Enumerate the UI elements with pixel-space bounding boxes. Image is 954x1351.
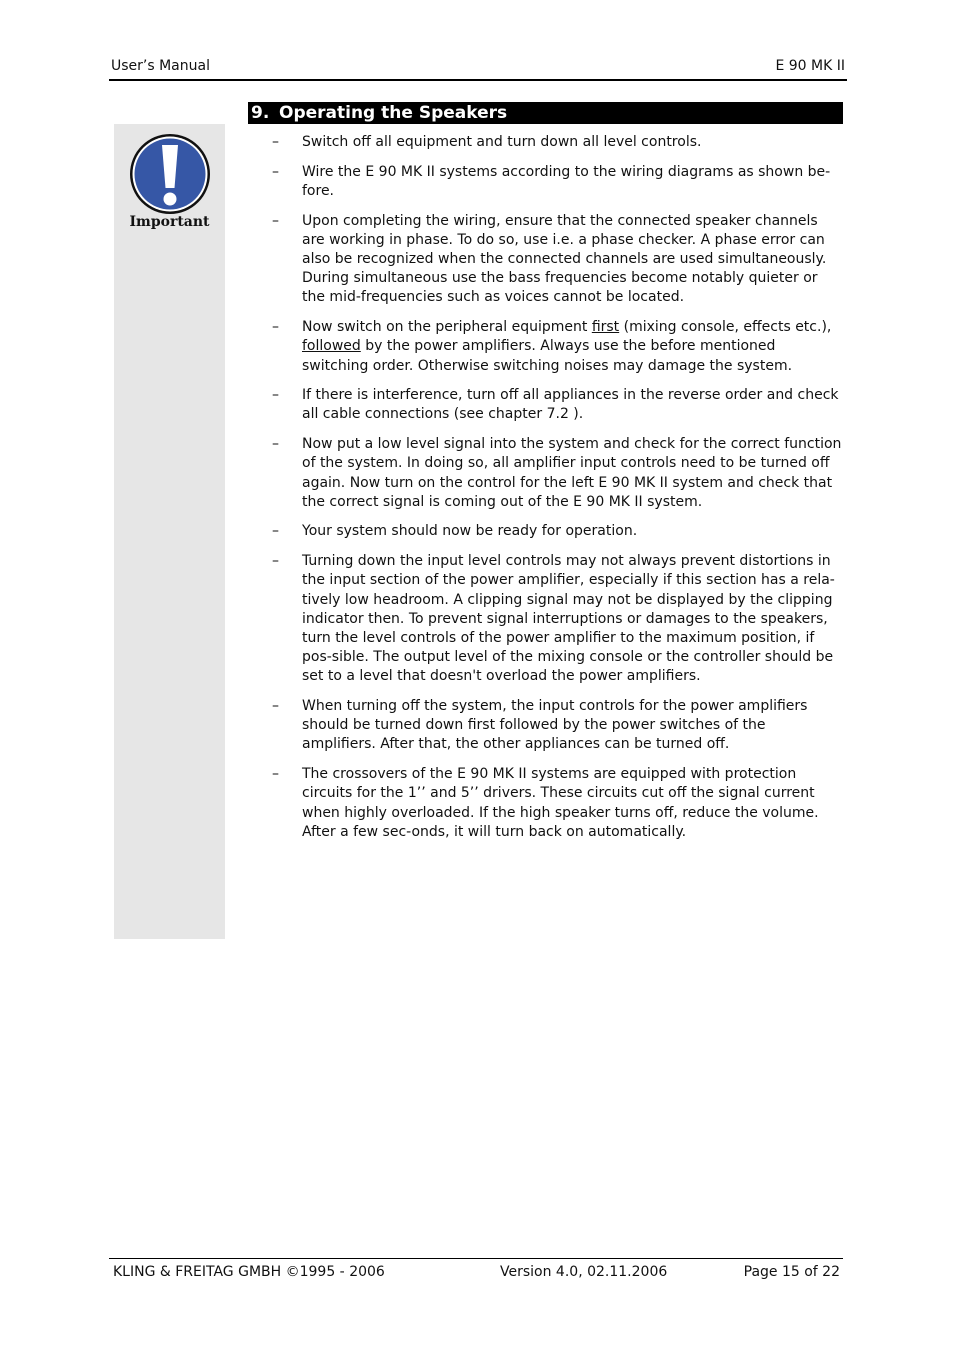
list-item-text: If there is interference, turn off all appliances in the reverse order and check all cable connections (see chapter 7.2 ).: [302, 387, 839, 423]
list-dash: –: [272, 387, 279, 404]
section-number: 9.: [251, 103, 270, 123]
list-item-text: Wire the E 90 MK II systems according to the wiring diagrams as shown be-fore.: [302, 163, 831, 199]
list-item-text: Turning down the input level controls may not always prevent distortions in the input section of the power amplifier, especially if this section has a rela-tively low headroom. A clipping signal may not be displayed by the clipping indicator then. To prevent signal interruptions or damages to the speakers, turn the level controls of the power amplifier to the maximum position, if pos-sible. The output level of the mixing console or the controller should be set to a level that doesn't overload the power amplifiers.: [302, 553, 835, 685]
list-item-text: Now put a low level signal into the system and check for the correct function of the system. In doing so, all amplifier input controls need to be turned off again. Now turn on the control for the left E 90 MK II system and check that the correct signal is coming out of the E 90 MK II system.: [302, 436, 842, 510]
section-title: Operating the Speakers: [279, 103, 508, 123]
instruction-list: [270, 133, 842, 853]
list-dash: –: [272, 163, 279, 180]
list-dash: –: [272, 319, 279, 336]
header-product-name: E 90 MK II: [775, 58, 845, 74]
footer-rule: [109, 1258, 843, 1259]
footer-copyright: KLING & FREITAG GMBH ©1995 - 2006: [113, 1264, 385, 1280]
section-heading: [248, 102, 843, 124]
list-item: [270, 435, 842, 512]
list-dash: –: [272, 436, 279, 453]
header-manual-title: User’s Manual: [111, 58, 210, 74]
footer-version: Version 4.0, 02.11.2006: [500, 1264, 668, 1280]
list-item: [270, 697, 842, 755]
list-dash: –: [272, 134, 279, 150]
emphasis-followed: followed: [302, 338, 361, 355]
list-dash: –: [272, 766, 279, 783]
list-item-text: The crossovers of the E 90 MK II systems are equipped with protection circuits for the 1’’ and 5’’ drivers. These circuits cut off the signal current when highly overloaded. If the high speaker turns off, reduce the volume. After a few sec-onds, it will turn back on automatically.: [302, 766, 819, 840]
list-dash: –: [272, 523, 279, 540]
list-item: [270, 522, 842, 541]
list-item-text: Your system should now be ready for operation.: [302, 523, 638, 540]
list-item: [270, 318, 842, 376]
list-dash: –: [272, 212, 279, 229]
list-item: [270, 765, 842, 842]
list-item: [270, 133, 842, 152]
header-rule: [109, 79, 847, 81]
list-item: [270, 163, 842, 201]
list-item-text: When turning off the system, the input controls for the power amplifiers should be turned down first followed by the power switches of the amplifiers. After that, the other appliances can be turned off.: [302, 698, 808, 753]
list-item-text: Switch off all equipment and turn down all level controls.: [302, 134, 702, 150]
important-sidebar: [114, 124, 225, 939]
list-dash: –: [272, 553, 279, 570]
emphasis-first: first: [591, 319, 620, 336]
list-item: [270, 552, 842, 686]
list-item: [270, 386, 842, 424]
list-item: [270, 212, 842, 308]
list-item-text: Upon completing the wiring, ensure that the connected speaker channels are working in phase. To do so, use i.e. a phase checker. A phase error can also be recognized when the connected channels are used simultaneously. During simultaneous use the bass frequencies become notably quieter or the mid-frequencies such as voices cannot be located.: [302, 212, 827, 306]
important-label: Important: [129, 214, 210, 230]
exclamation-icon: [129, 133, 211, 215]
list-item-text: Now switch on the peripheral equipment first (mixing console, effects etc.), followed by the power amplifiers. Always use the before mentioned switching order. Otherwise switching noises may damage the system.: [302, 319, 832, 374]
footer-page-number: Page 15 of 22: [743, 1264, 840, 1280]
list-dash: –: [272, 698, 279, 715]
